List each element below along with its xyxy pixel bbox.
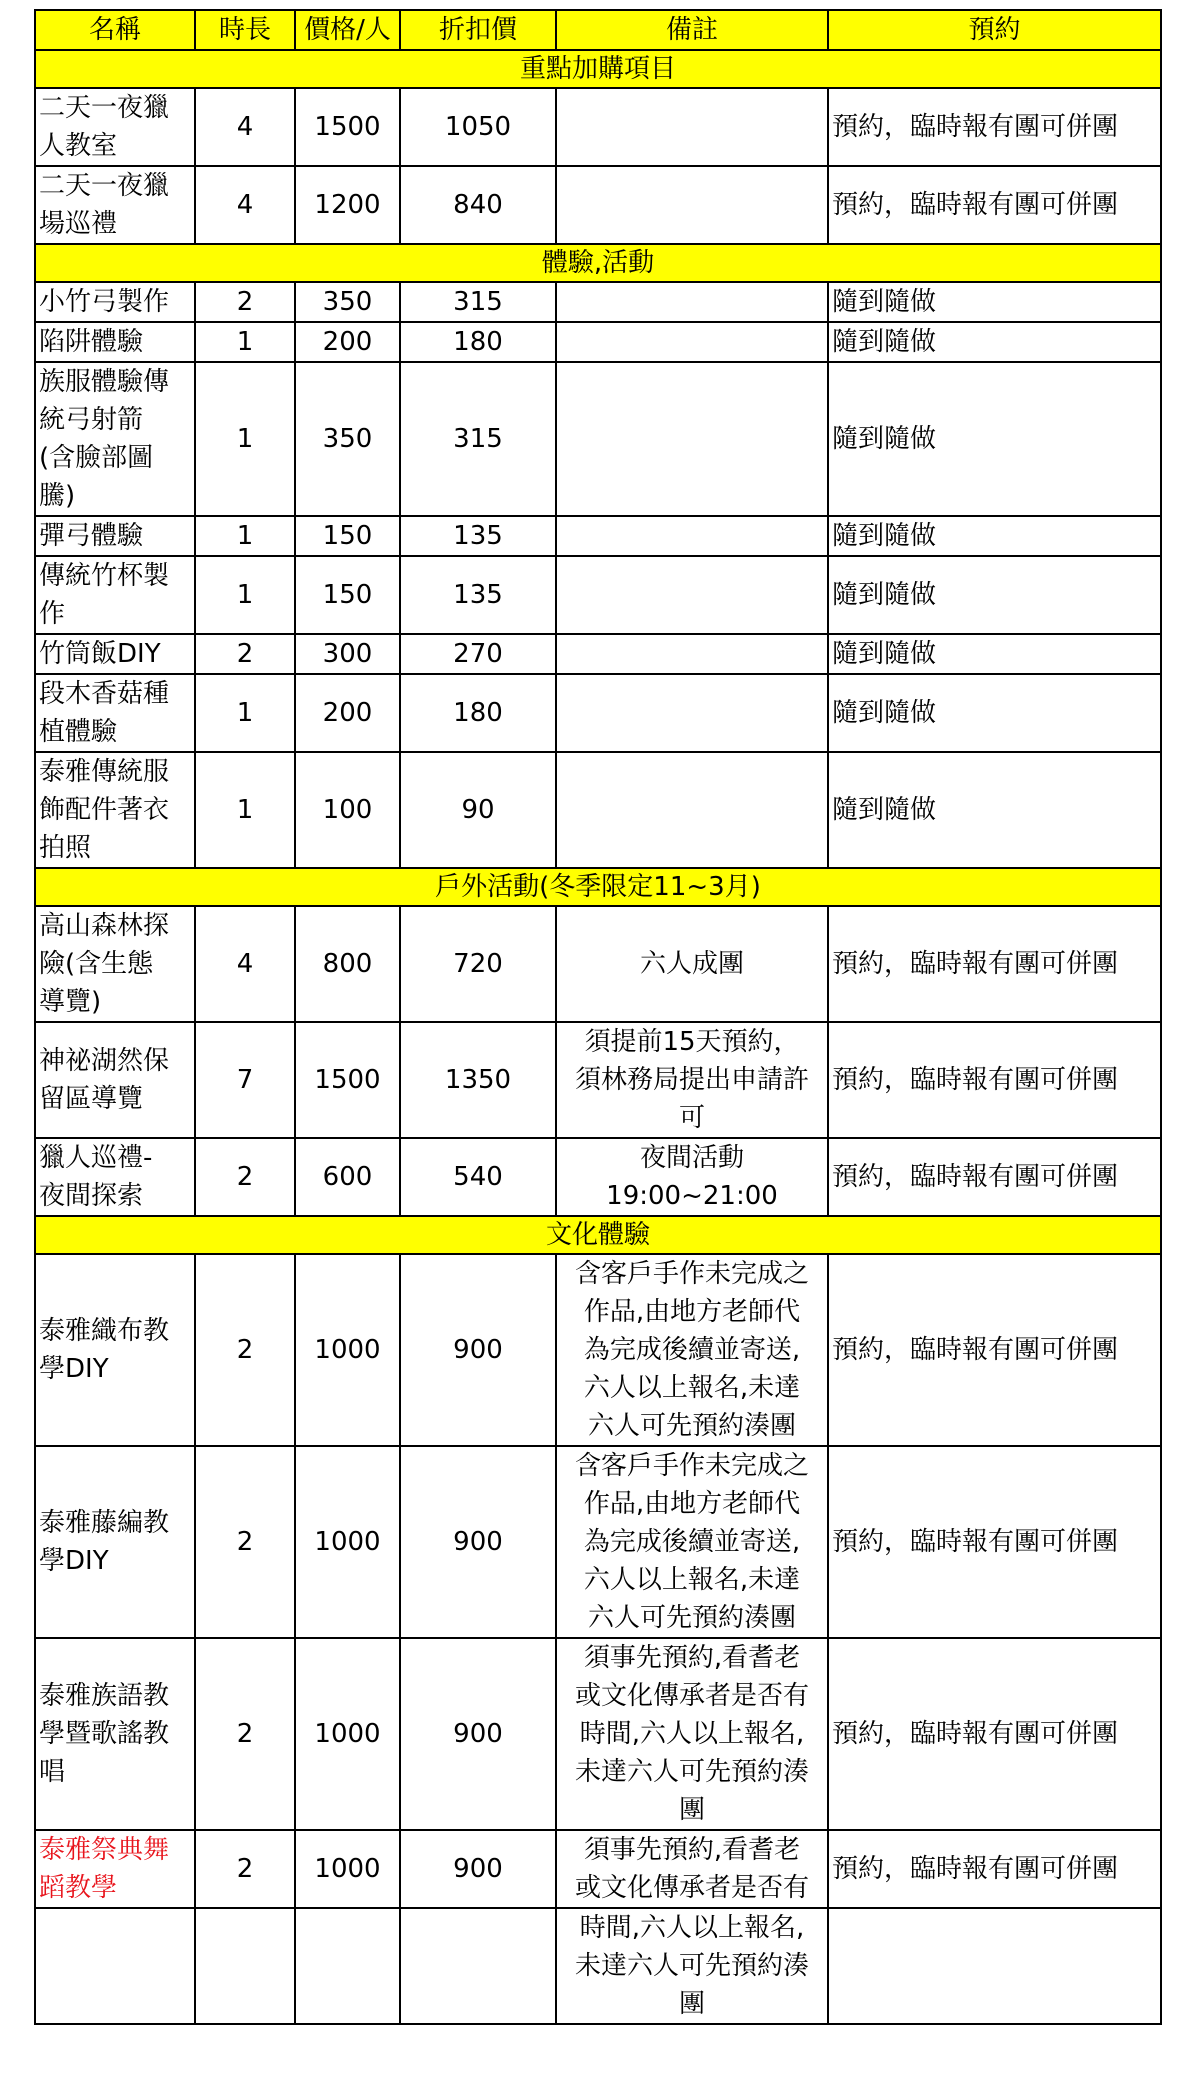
item-price: 150 (295, 516, 400, 556)
item-hours: 2 (195, 634, 295, 674)
cell-line: 學DIY (39, 1354, 109, 1384)
item-booking: 預約，臨時報有團可併團 (828, 1022, 1161, 1138)
cell-line: 泰雅祭典舞 (39, 1835, 170, 1865)
cell-line: 段木香菇種 (39, 679, 170, 709)
item-price: 300 (295, 634, 400, 674)
item-note (556, 674, 828, 752)
cell-line: 六人以上報名,未達 (583, 1565, 801, 1595)
cell-line: 學DIY (39, 1546, 109, 1576)
item-booking: 預約，臨時報有團可併團 (828, 88, 1161, 166)
table-row (35, 1638, 1161, 1830)
cell-line: 泰雅藤編教 (39, 1508, 170, 1538)
item-name (35, 906, 195, 1022)
cell-line: 團 (678, 1989, 705, 2019)
item-booking: 預約，臨時報有團可併團 (828, 1446, 1161, 1638)
item-discount: 900 (400, 1638, 556, 1830)
item-note (556, 1022, 828, 1138)
cell-line: 六人可先預約湊團 (587, 1603, 796, 1633)
table-row (35, 1138, 1161, 1216)
item-name (35, 1830, 195, 1908)
item-note (556, 282, 828, 322)
cell-line: 或文化傳承者是否有 (574, 1681, 809, 1711)
item-discount: 900 (400, 1254, 556, 1446)
item-price: 150 (295, 556, 400, 634)
section-title: 戶外活動(冬季限定11~3月) (35, 868, 1161, 906)
item-booking: 隨到隨做 (828, 752, 1161, 868)
cell-line: 作品,由地方老師代 (583, 1297, 801, 1327)
cell-line: 泰雅傳統服 (39, 757, 170, 787)
header-name: 名稱 (35, 10, 195, 50)
item-discount: 900 (400, 1830, 556, 1908)
table-row (35, 1022, 1161, 1138)
item-hours: 2 (195, 1638, 295, 1830)
item-name (35, 1138, 195, 1216)
item-name (35, 1908, 195, 2024)
item-note (556, 634, 828, 674)
item-hours: 1 (195, 556, 295, 634)
item-hours: 4 (195, 906, 295, 1022)
item-note (556, 752, 828, 868)
cell-line: 導覽) (39, 987, 102, 1017)
item-discount: 315 (400, 282, 556, 322)
item-price: 350 (295, 362, 400, 516)
item-hours: 1 (195, 674, 295, 752)
cell-line: 神祕湖然保 (39, 1046, 170, 1076)
section-row (35, 1216, 1161, 1254)
cell-line: 為完成後續並寄送, (583, 1335, 801, 1365)
item-price: 200 (295, 674, 400, 752)
cell-line: 獵人巡禮- (39, 1143, 153, 1173)
header-price: 價格/人 (295, 10, 400, 50)
item-booking: 預約，臨時報有團可併團 (828, 906, 1161, 1022)
item-hours: 1 (195, 362, 295, 516)
item-hours: 2 (195, 282, 295, 322)
item-price: 1500 (295, 88, 400, 166)
item-hours: 4 (195, 88, 295, 166)
item-note (556, 556, 828, 634)
header-row (35, 10, 1161, 50)
item-booking: 隨到隨做 (828, 674, 1161, 752)
item-name (35, 88, 195, 166)
table-row (35, 88, 1161, 166)
cell-line: 含客戶手作未完成之 (574, 1259, 809, 1289)
header-discount: 折扣價 (400, 10, 556, 50)
cell-line: 飾配件著衣 (39, 795, 170, 825)
cell-line: 彈弓體驗 (39, 521, 144, 551)
table-row (35, 362, 1161, 516)
cell-line: 拍照 (39, 833, 92, 863)
table-row (35, 674, 1161, 752)
cell-line: 六人成團 (639, 949, 744, 979)
item-name (35, 282, 195, 322)
header-note: 備註 (556, 10, 828, 50)
table-row (35, 1830, 1161, 1908)
table-row (35, 1908, 1161, 2024)
item-name (35, 1022, 195, 1138)
item-price: 1000 (295, 1638, 400, 1830)
item-note (556, 88, 828, 166)
cell-line: 族服體驗傳 (39, 367, 170, 397)
item-note (556, 1446, 828, 1638)
cell-line: (含臉部圖 (39, 443, 154, 473)
item-hours: 2 (195, 1830, 295, 1908)
item-note (556, 516, 828, 556)
table-row (35, 322, 1161, 362)
table-row (35, 166, 1161, 244)
item-note (556, 166, 828, 244)
header-hours: 時長 (195, 10, 295, 50)
cell-line: 須林務局提出申請許 (574, 1065, 809, 1095)
item-hours: 1 (195, 322, 295, 362)
item-name (35, 322, 195, 362)
table-row (35, 906, 1161, 1022)
item-name (35, 516, 195, 556)
cell-line: 小竹弓製作 (39, 287, 170, 317)
section-row (35, 244, 1161, 282)
item-price: 600 (295, 1138, 400, 1216)
item-note (556, 322, 828, 362)
cell-line: 為完成後續並寄送, (583, 1527, 801, 1557)
table-row (35, 1446, 1161, 1638)
item-discount: 900 (400, 1446, 556, 1638)
item-booking: 預約，臨時報有團可併團 (828, 1638, 1161, 1830)
section-title: 體驗,活動 (35, 244, 1161, 282)
header-booking: 預約 (828, 10, 1161, 50)
item-booking: 隨到隨做 (828, 282, 1161, 322)
cell-line: 時間,六人以上報名, (579, 1719, 805, 1749)
item-discount: 180 (400, 322, 556, 362)
item-booking: 預約，臨時報有團可併團 (828, 1254, 1161, 1446)
cell-line: 作品,由地方老師代 (583, 1489, 801, 1519)
cell-line: 唱 (39, 1757, 66, 1787)
cell-line: 竹筒飯DIY (39, 639, 161, 669)
cell-line: 高山森林探 (39, 911, 170, 941)
cell-line: 或文化傳承者是否有 (574, 1873, 809, 1903)
cell-line: 作 (39, 599, 66, 629)
cell-line: 含客戶手作未完成之 (574, 1451, 809, 1481)
item-booking: 隨到隨做 (828, 556, 1161, 634)
item-price: 1500 (295, 1022, 400, 1138)
item-price: 350 (295, 282, 400, 322)
cell-line: 植體驗 (39, 717, 118, 747)
item-hours: 1 (195, 752, 295, 868)
item-discount: 540 (400, 1138, 556, 1216)
item-price: 800 (295, 906, 400, 1022)
item-discount: 180 (400, 674, 556, 752)
cell-line: 團 (678, 1795, 705, 1825)
item-booking: 隨到隨做 (828, 322, 1161, 362)
item-note (556, 1138, 828, 1216)
cell-line: 時間,六人以上報名, (579, 1913, 805, 1943)
cell-line: 陷阱體驗 (39, 327, 144, 357)
item-note (556, 1638, 828, 1830)
item-discount: 135 (400, 516, 556, 556)
cell-line: 留區導覽 (39, 1084, 144, 1114)
cell-line: 六人可先預約湊團 (587, 1411, 796, 1441)
cell-line: 可 (678, 1103, 705, 1133)
item-discount: 90 (400, 752, 556, 868)
cell-line: 須提前15天預約， (584, 1027, 800, 1057)
cell-line: 夜間探索 (39, 1181, 144, 1211)
item-discount: 135 (400, 556, 556, 634)
item-name (35, 362, 195, 516)
cell-line: 六人以上報名,未達 (583, 1373, 801, 1403)
item-booking: 隨到隨做 (828, 362, 1161, 516)
item-name (35, 634, 195, 674)
item-hours: 7 (195, 1022, 295, 1138)
item-note (556, 1908, 828, 2024)
item-booking: 預約，臨時報有團可併團 (828, 166, 1161, 244)
item-booking: 預約，臨時報有團可併團 (828, 1830, 1161, 1908)
cell-line: 人教室 (39, 131, 118, 161)
price-table-body (35, 10, 1161, 2024)
table-row (35, 752, 1161, 868)
cell-line: 二天一夜獵 (39, 93, 170, 123)
item-note (556, 1830, 828, 1908)
cell-line: 泰雅織布教 (39, 1316, 170, 1346)
cell-line: 夜間活動 (639, 1143, 744, 1173)
table-row (35, 516, 1161, 556)
item-name (35, 674, 195, 752)
item-discount: 315 (400, 362, 556, 516)
item-price (295, 1908, 400, 2024)
item-booking: 隨到隨做 (828, 516, 1161, 556)
cell-line: 泰雅族語教 (39, 1681, 170, 1711)
item-hours: 2 (195, 1138, 295, 1216)
section-row (35, 50, 1161, 88)
section-title: 文化體驗 (35, 1216, 1161, 1254)
item-hours: 2 (195, 1446, 295, 1638)
item-name (35, 1638, 195, 1830)
cell-line: 二天一夜獵 (39, 171, 170, 201)
table-row (35, 634, 1161, 674)
item-hours: 1 (195, 516, 295, 556)
cell-line: 蹈教學 (39, 1873, 118, 1903)
item-discount: 270 (400, 634, 556, 674)
cell-line: 須事先預約,看耆老 (583, 1835, 801, 1865)
item-note (556, 1254, 828, 1446)
item-discount (400, 1908, 556, 2024)
item-price: 100 (295, 752, 400, 868)
item-booking: 隨到隨做 (828, 634, 1161, 674)
price-table (34, 9, 1162, 2025)
cell-line: 未達六人可先預約湊 (574, 1951, 809, 1981)
section-title: 重點加購項目 (35, 50, 1161, 88)
item-price: 1200 (295, 166, 400, 244)
item-name (35, 1254, 195, 1446)
item-discount: 1350 (400, 1022, 556, 1138)
cell-line: 學暨歌謠教 (39, 1719, 170, 1749)
item-name (35, 752, 195, 868)
table-row (35, 1254, 1161, 1446)
cell-line: 傳統竹杯製 (39, 561, 170, 591)
item-price: 1000 (295, 1446, 400, 1638)
cell-line: 19:00~21:00 (606, 1181, 778, 1211)
section-row (35, 868, 1161, 906)
item-booking (828, 1908, 1161, 2024)
item-discount: 1050 (400, 88, 556, 166)
item-name (35, 1446, 195, 1638)
item-note (556, 362, 828, 516)
item-note (556, 906, 828, 1022)
item-discount: 720 (400, 906, 556, 1022)
item-discount: 840 (400, 166, 556, 244)
cell-line: 統弓射箭 (39, 405, 144, 435)
cell-line: 險(含生態 (39, 949, 154, 979)
item-price: 1000 (295, 1830, 400, 1908)
cell-line: 未達六人可先預約湊 (574, 1757, 809, 1787)
cell-line: 場巡禮 (39, 209, 118, 239)
item-hours: 4 (195, 166, 295, 244)
item-name (35, 166, 195, 244)
table-row (35, 282, 1161, 322)
cell-line: 騰) (39, 481, 76, 511)
item-price: 1000 (295, 1254, 400, 1446)
cell-line: 須事先預約,看耆老 (583, 1643, 801, 1673)
item-booking: 預約，臨時報有團可併團 (828, 1138, 1161, 1216)
table-row (35, 556, 1161, 634)
item-hours (195, 1908, 295, 2024)
item-price: 200 (295, 322, 400, 362)
item-hours: 2 (195, 1254, 295, 1446)
item-name (35, 556, 195, 634)
